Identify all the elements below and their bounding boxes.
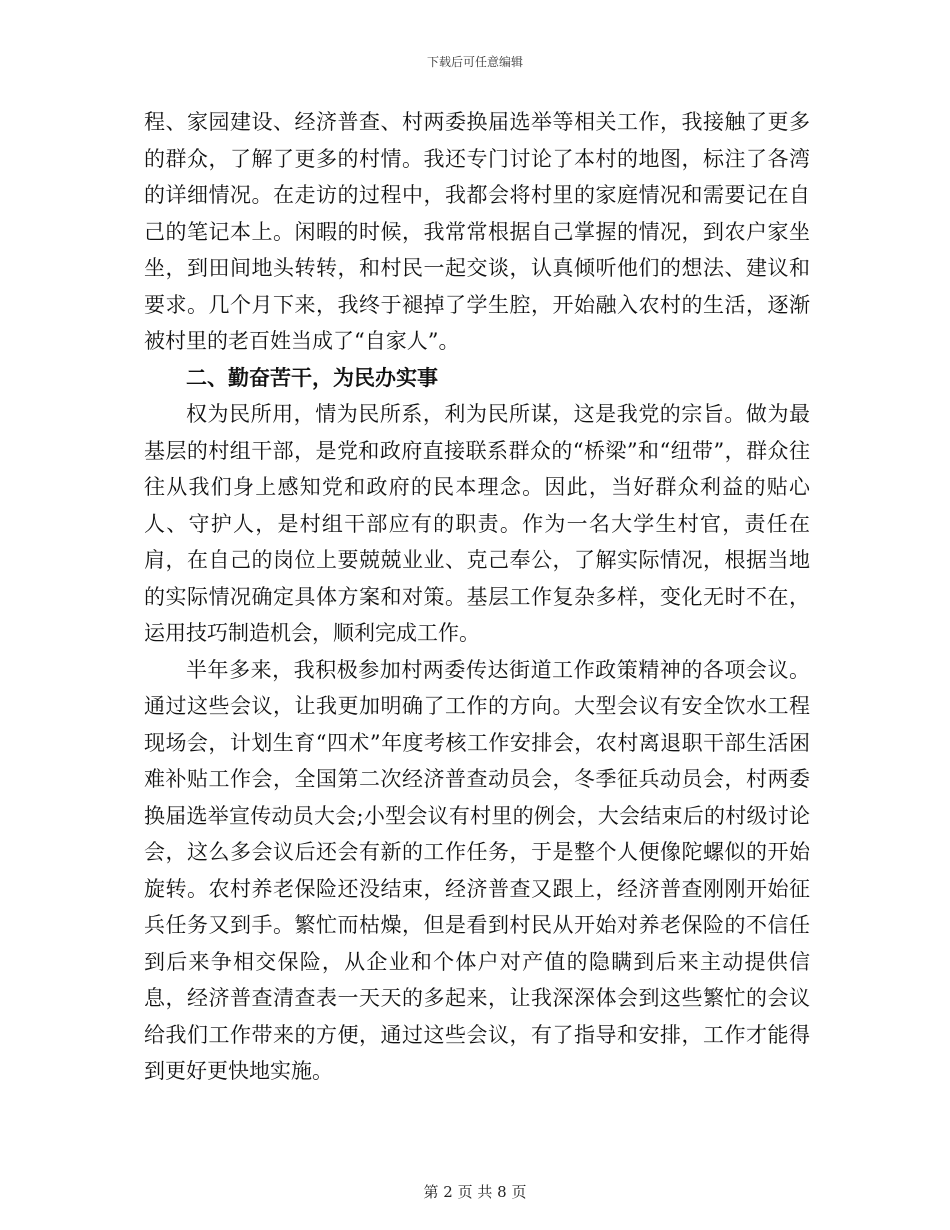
- section-heading: 二、勤奋苦干，为民办实事: [186, 364, 438, 390]
- document-body: [144, 104, 810, 1090]
- paragraph: 权为民所用，情为民所系，利为民所谋，这是我党的宗旨。做为最基层的村组干部，是党和政府直接联系群众的“桥梁”和“纽带”，群众往往从我们身上感知党和政府的民本理念。因此，当好群众利益的贴心人、守护人，是村组干部应有的职责。作为一名大学生村官，责任在肩，在自己的岗位上要兢兢业业、克己奉公，了解实际情况，根据当地的实际情况确定具体方案和对策。基层工作复杂多样，变化无时不在，运用技巧制造机会，顺利完成工作。: [144, 402, 810, 645]
- page-number: 第 2 页 共 8 页: [423, 1183, 527, 1201]
- paragraph-continued: 程、家园建设、经济普查、村两委换届选举等相关工作，我接触了更多的群众，了解了更多的村情。我还专门讨论了本村的地图，标注了各湾的详细情况。在走访的过程中，我都会将村里的家庭情况和需要记在自己的笔记本上。闲暇的时候，我常常根据自己掌握的情况，到农户家坐坐，到田间地头转转，和村民一起交谈，认真倾听他们的想法、建议和要求。几个月下来，我终于褪掉了学生腔，开始融入农村的生活，逐渐被村里的老百姓当成了“自家人”。: [144, 110, 810, 353]
- paragraph: 半年多来，我积极参加村两委传达街道工作政策精神的各项会议。通过这些会议，让我更加明确了工作的方向。大型会议有安全饮水工程现场会，计划生育“四术”年度考核工作安排会，农村离退职干部生活困难补贴工作会，全国第二次经济普查动员会，冬季征兵动员会，村两委换届选举宣传动员大会;小型会议有村里的例会，大会结束后的村级讨论会，这么多会议后还会有新的工作任务，于是整个人便像陀螺似的开始旋转。农村养老保险还没结束，经济普查又跟上，经济普查刚刚开始征兵任务又到手。繁忙而枯燥，但是看到村民从开始对养老保险的不信任到后来争相交保险，从企业和个体户对产值的隐瞒到后来主动提供信息，经济普查清查表一天天的多起来，让我深深体会到这些繁忙的会议给我们工作带来的方便，通过这些会议，有了指导和安排，工作才能得到更好更快地实施。: [144, 657, 810, 1083]
- page-header: 下载后可任意编辑: [426, 55, 523, 69]
